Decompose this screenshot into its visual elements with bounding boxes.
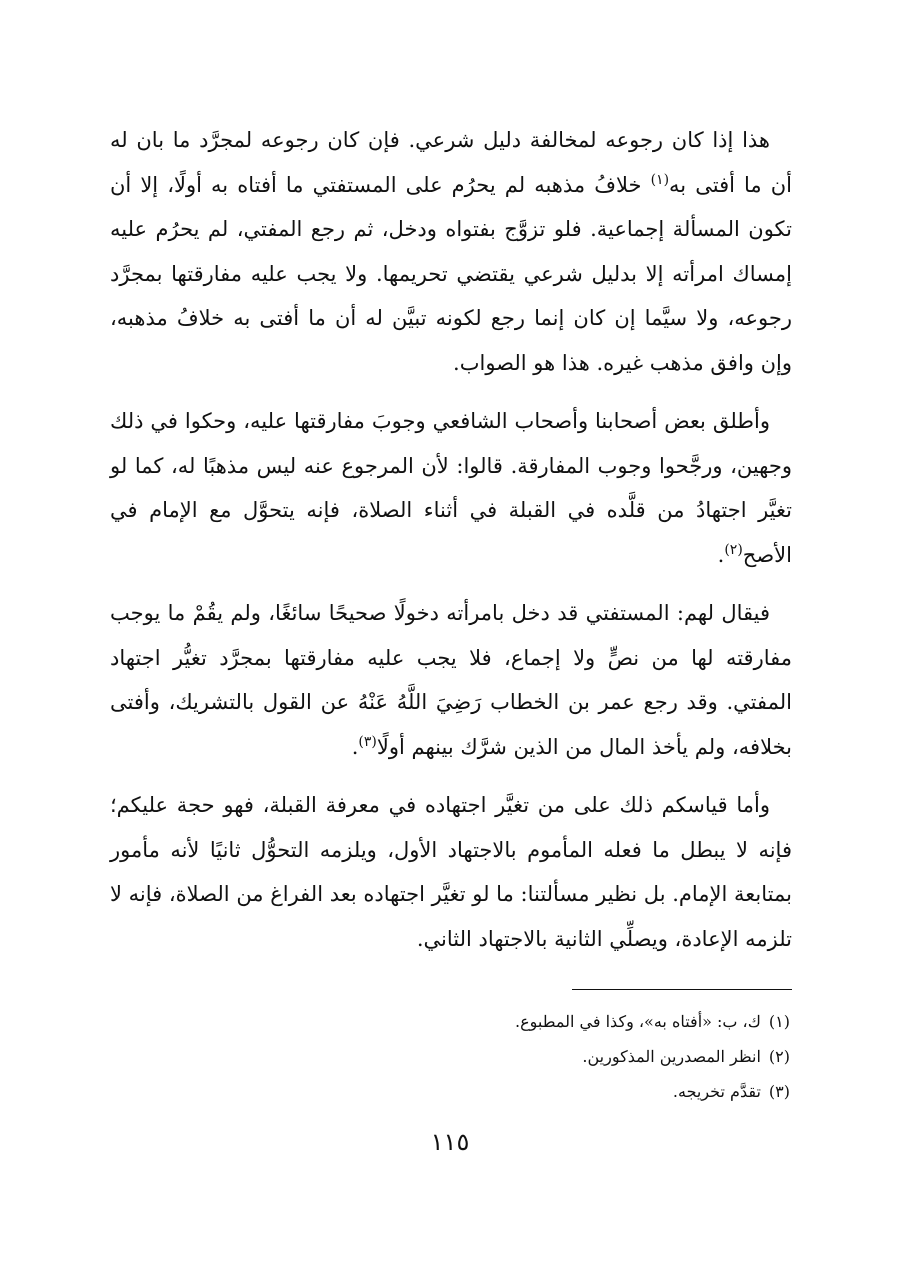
footnote-number: (١)	[768, 1012, 790, 1031]
footnote-separator	[572, 989, 792, 990]
paragraph-text: خلافُ مذهبه لم يحرُم على المستفتي ما أفتاه به أولًا، إلا أن تكون المسألة إجماعية. فلو تزوَّج بفتواه ودخل، ثم رجع المفتي، لم يحرُم عليه إمساك امرأته إلا بدليل شرعي يقتضي تحريمها. ولا يجب عليه مفارقتها بمجرَّد رجوعه، ولا سيَّما إن كان إنما رجع لكونه تبيَّن له أن ما أفتى به خلافُ مذهبه، وإن وافق مذهب غيره. هذا هو الصواب.	[110, 172, 792, 375]
paragraph	[110, 399, 792, 577]
footnote-reference[interactable]: (١)	[650, 171, 670, 188]
footnote-number: (٣)	[768, 1082, 790, 1101]
main-text	[110, 118, 792, 975]
paragraph-text: .	[351, 734, 359, 759]
footnote-text: تقدَّم تخريجه.	[672, 1082, 761, 1101]
footnote-number: (٢)	[768, 1047, 790, 1066]
paragraph	[110, 783, 792, 961]
footnote	[290, 1039, 790, 1074]
footnote-text: ك، ب: «أفتاه به»، وكذا في المطبوع.	[515, 1012, 761, 1031]
footnote-text: انظر المصدرين المذكورين.	[582, 1047, 761, 1066]
paragraph	[110, 591, 792, 769]
paragraph-text: هذا إذا كان رجوعه لمخالفة دليل شرعي. فإن كان رجوعه لمجرَّد ما بان له أن ما أفتى به	[110, 128, 792, 197]
paragraph-text: فيقال لهم: المستفتي قد دخل بامرأته دخولًا صحيحًا سائغًا، ولم يقُمْ ما يوجب مفارقته لها من نصٍّ ولا إجماع، فلا يجب عليه مفارقتها بمجرَّد تغيُّر اجتهاد المفتي. وقد رجع عمر بن الخطاب رَضِيَ اللَّهُ عَنْهُ عن القول بالتشريك، وأفتى بخلافه، ولم يأخذ المال من الذين شرَّك بينهم أولًا	[110, 601, 792, 759]
footnote-reference[interactable]: (٣)	[358, 733, 377, 750]
footnote	[290, 1074, 790, 1109]
footnotes	[290, 1004, 790, 1109]
footnote	[290, 1004, 790, 1039]
paragraph	[110, 118, 792, 385]
footnote-reference[interactable]: (٢)	[724, 541, 743, 558]
page-number: ١١٥	[430, 1128, 470, 1156]
paragraph-text: وأطلق بعض أصحابنا وأصحاب الشافعي وجوبَ مفارقتها عليه، وحكوا في ذلك وجهين، ورجَّحوا وجوب المفارقة. قالوا: لأن المرجوع عنه ليس مذهبًا له، كما لو تغيَّر اجتهادُ من قلَّده في القبلة في أثناء الصلاة، فإنه يتحوَّل مع الإمام في الأصح	[110, 409, 792, 567]
paragraph-text: .	[717, 542, 725, 567]
paragraph-text: وأما قياسكم ذلك على من تغيَّر اجتهاده في معرفة القبلة، فهو حجة عليكم؛ فإنه لا يبطل ما فعله المأموم بالاجتهاد الأول، ويلزمه التحوُّل ثانيًا لأنه مأمور بمتابعة الإمام. بل نظير مسألتنا: ما لو تغيَّر اجتهاده بعد الفراغ من الصلاة، فإنه لا تلزمه الإعادة، ويصلِّي الثانية بالاجتهاد الثاني.	[110, 793, 792, 951]
